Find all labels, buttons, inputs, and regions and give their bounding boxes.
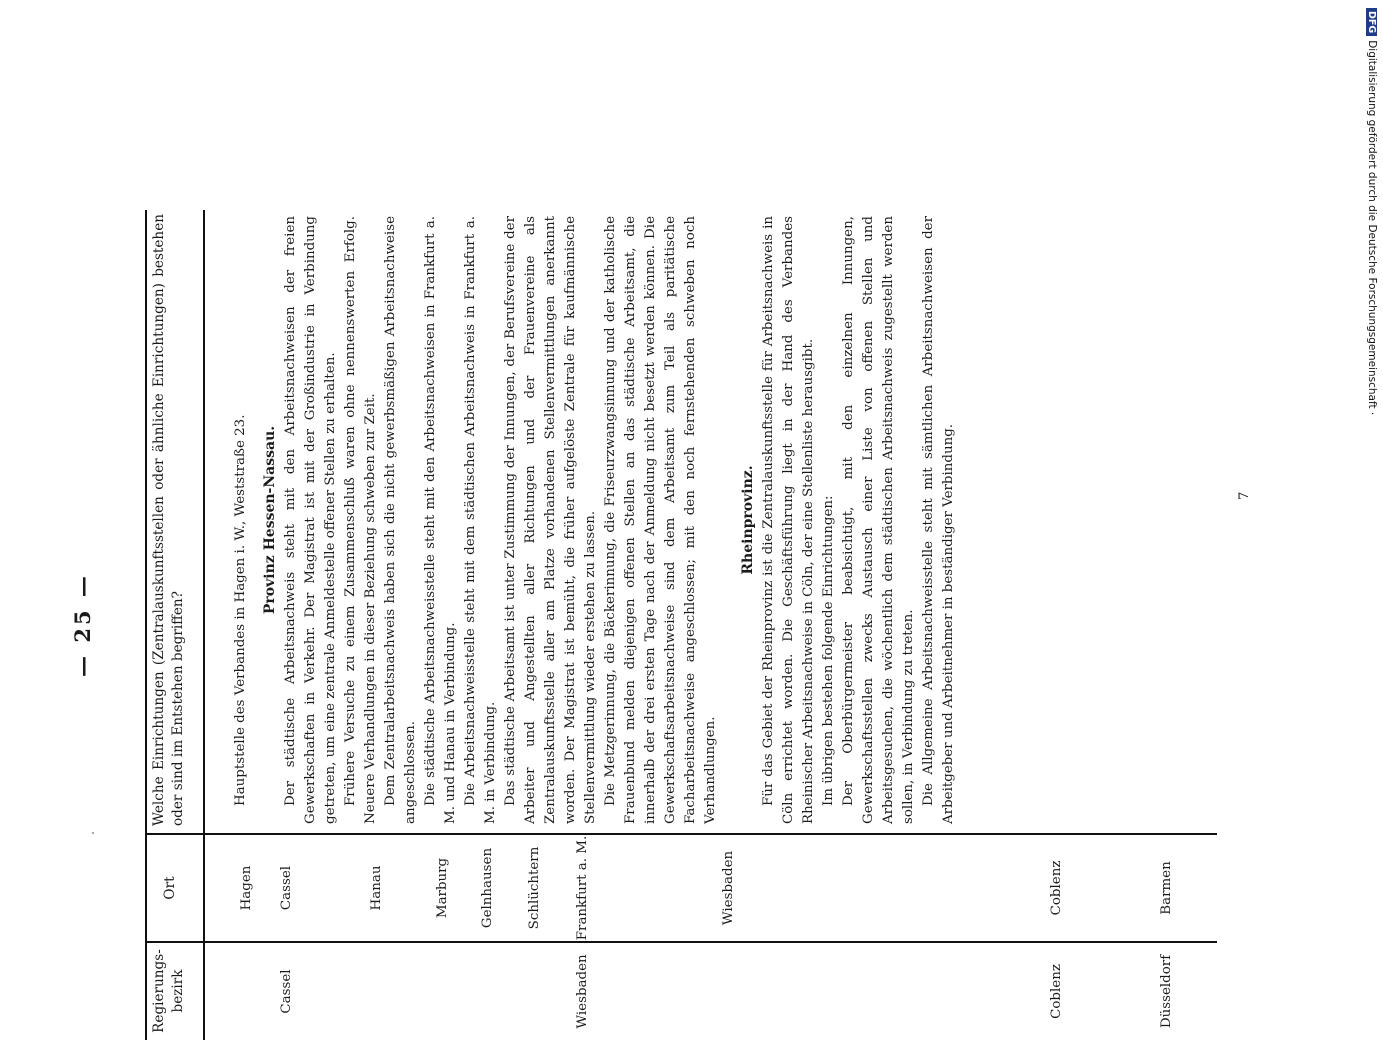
header-regierungsbezirk: Regierungs-bezirk bbox=[151, 949, 186, 1033]
dfg-logo-badge: DFG bbox=[1366, 8, 1377, 36]
text-cassel-2: Frühere Versuche zu einem Zusammenschluß waren ohne nennenswerten Erfolg. Neuere Verhandlungen in dieser Beziehung schweben zur Zeit. bbox=[343, 216, 378, 824]
text-rhein-intro-1: Für das Gebiet der Rheinprovinz ist die Zentralauskunftsstelle für Arbeitsnachweis in Cöln errichtet worden. Die Geschäftsführung liegt in der Hand des Verbandes Rheinischer Arbeitsnachweise in Cöln, der eine Stellenliste herausgibt. bbox=[761, 216, 816, 824]
ort-cassel: Cassel bbox=[279, 865, 294, 911]
bezirk-wiesbaden: Wiesbaden bbox=[575, 954, 590, 1029]
text-barmen: Die Allgemeine Arbeitsnachweisstelle steht mit sämtlichen Arbeitsnachweisen der Arbeitgeber und Arbeitnehmer in beständiger Verbindung. bbox=[921, 216, 956, 824]
table-top-rule bbox=[145, 210, 147, 1040]
ort-coblenz: Coblenz bbox=[1049, 860, 1064, 916]
page-number: — 25 — bbox=[70, 573, 95, 677]
header-ort: Ort bbox=[162, 876, 178, 900]
ort-hanau: Hanau bbox=[369, 865, 384, 911]
bezirk-duesseldorf: Düsseldorf bbox=[1159, 954, 1174, 1029]
text-schluechtern: Die Arbeitsnachweisstelle steht mit dem städtischen Arbeitsnachweis in Frankfurt a. M. in Verbindung. bbox=[463, 216, 498, 824]
text-hagen: Hauptstelle des Verbandes in Hagen i. W., Weststraße 23. bbox=[233, 414, 248, 806]
ort-marburg: Marburg bbox=[435, 857, 450, 919]
text-coblenz: Der Oberbürgermeister beabsichtigt, mit den einzelnen Innungen, Gewerkschaftsstellen zwecks Austausch einer Liste von offenen Stellen und Arbeitsgesuchen, die wöchentlich dem städtischen Arbeitsnachweis zugestellt werden sollen, in Verbindung zu treten. bbox=[841, 216, 916, 824]
watermark-text: Digitalisierung gefördert durch die Deutsche Forschungsgemeinschaft · bbox=[1366, 40, 1378, 416]
bezirk-cassel: Cassel bbox=[279, 969, 294, 1014]
ort-barmen: Barmen bbox=[1159, 861, 1174, 915]
rotated-document-page bbox=[70, 210, 1252, 1040]
section-heading-rheinprovinz: Rheinprovinz. bbox=[740, 465, 756, 575]
ort-schluechtern: Schlüchtern bbox=[527, 846, 542, 930]
text-rhein-intro-2: Im übrigen bestehen folgende Einrichtungen: bbox=[821, 495, 836, 806]
ort-wiesbaden: Wiesbaden bbox=[721, 850, 736, 926]
text-gelnhausen: Die städtische Arbeitsnachweisstelle steht mit den Arbeitsnachweisen in Frankfurt a. M. und Hanau in Verbindung. bbox=[423, 216, 458, 824]
ort-gelnhausen: Gelnhausen bbox=[480, 847, 495, 929]
text-wiesbaden: Die Metzgerinnung, die Bäckerinnung, die Friseurzwangsinnung und der katholische Frauenbund melden diejenigen offenen Stellen an das städtische Arbeitsamt, die innerhalb der drei ersten Tage nach der Anmeldung nicht besetzt werden können. Die Gewerkschaftsarbeitsnachweise sind dem Arbeitsamt zum Teil als paritätische Facharbeitsnachweise angeschlossen; mit den noch fernstehenden schweben noch Verhandlungen. bbox=[603, 216, 718, 824]
ort-hagen: Hagen bbox=[239, 865, 254, 911]
text-cassel-1: Der städtische Arbeitsnachweis steht mit den Arbeitsnachweisen der freien Gewerkschaften in Verkehr. Der Magistrat ist mit der Großindustrie in Verbindung getreten, um eine zentrale Anmeldestelle offener Stellen zu erhalten. bbox=[283, 216, 338, 824]
ort-frankfurt: Frankfurt a. M. bbox=[575, 835, 590, 941]
header-einrichtungen: Welche Einrichtungen (Zentralauskunftsstellen oder ähnliche Einrichtungen) bestehen oder sind im Entstehen begriffen? bbox=[151, 214, 186, 826]
scan-speck bbox=[92, 832, 94, 834]
header-bottom-rule bbox=[203, 210, 205, 1040]
einrichtungen-column bbox=[231, 216, 959, 824]
section-heading-hessen-nassau: Provinz Hessen-Nassau. bbox=[262, 425, 278, 615]
dfg-watermark bbox=[1366, 8, 1378, 415]
bezirk-coblenz: Coblenz bbox=[1049, 964, 1064, 1019]
footer-number: 7 bbox=[1237, 491, 1252, 500]
text-frankfurt: Das städtische Arbeitsamt ist unter Zustimmung der Innungen, der Berufsvereine der Arbeiter und Angestellten aller Richtungen und der Frauenvereine als Zentralauskunftsstelle aller am Platze vorhandenen Stellenvermittlungen anerkannt worden. Der Magistrat ist bemüht, die früher aufgelöste Zentrale für kaufmännische Stellenvermittlung wieder erstehen zu lassen. bbox=[503, 216, 598, 824]
text-marburg: Dem Zentralarbeitsnachweis haben sich die nicht gewerbsmäßigen Arbeitsnachweise angeschlossen. bbox=[383, 216, 418, 824]
